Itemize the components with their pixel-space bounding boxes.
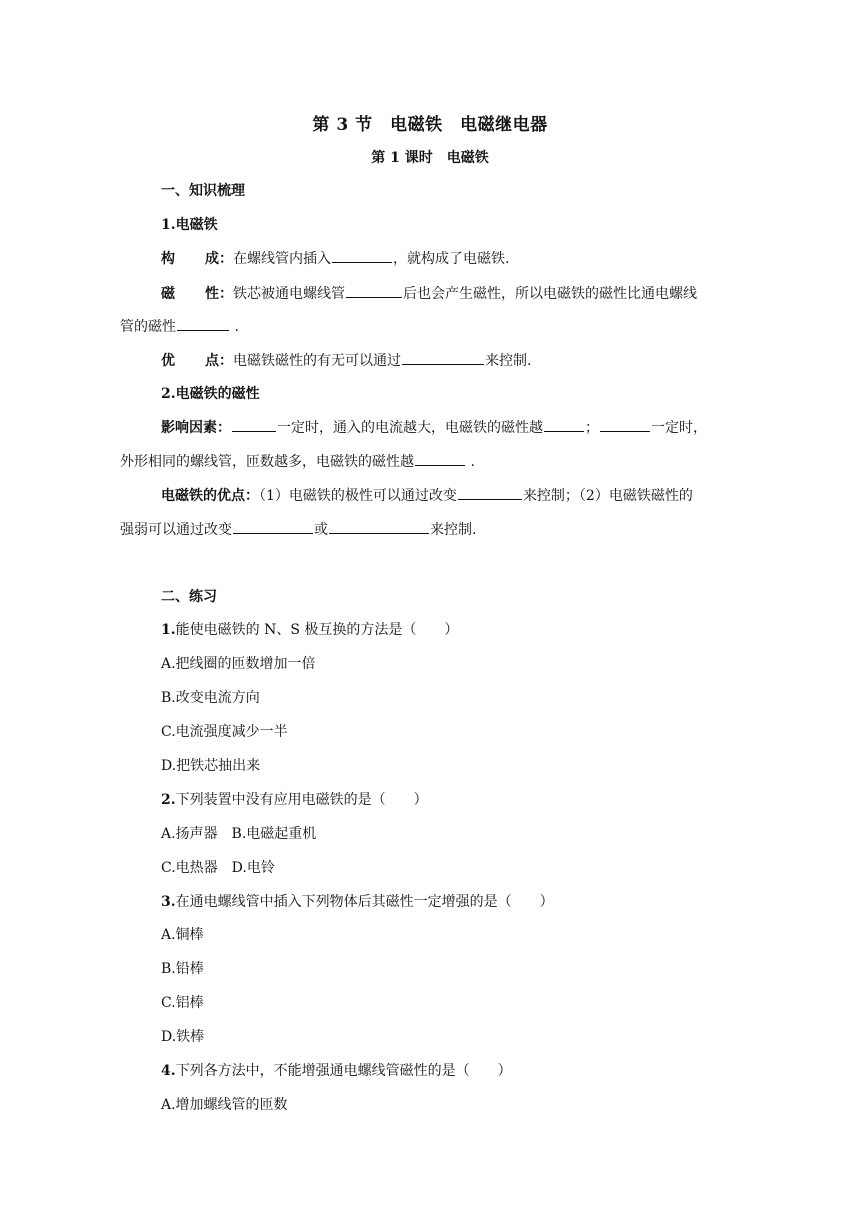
question-number: 3. — [161, 894, 176, 910]
factors-text-d: 外形相同的螺线管，匝数越多，电磁铁的磁性越 — [120, 454, 414, 470]
question-number: 1. — [161, 622, 176, 638]
factors-line — [161, 417, 707, 438]
option-1c[interactable]: C.电流强度减少一半 — [161, 724, 288, 740]
item2-heading: 2.电磁铁的磁性 — [161, 386, 260, 402]
magnetism-text-a: 铁芯被通电螺线管 — [233, 286, 345, 302]
option-2cd[interactable]: C.电热器 D.电铃 — [161, 860, 275, 876]
factors-blank-3[interactable] — [600, 417, 650, 432]
question-number: 2. — [161, 792, 176, 808]
merits-text-d: 或 — [314, 522, 328, 538]
magnetism-blank-1[interactable] — [346, 283, 402, 298]
factors-text-c: 一定时， — [651, 420, 707, 436]
advantage-text-b: 来控制. — [485, 353, 532, 369]
magnetism-line-cont — [120, 316, 239, 337]
magnetism-text-d: . — [230, 319, 239, 335]
structure-text-a: 在螺线管内插入 — [233, 251, 331, 267]
question-stem: 下列装置中没有应用电磁铁的是（ ） — [175, 792, 428, 808]
structure-label-a: 构 — [161, 251, 175, 267]
advantage-line — [161, 350, 531, 371]
magnetism-label-b: 性： — [205, 286, 233, 302]
page-title: 第 3 节 电磁铁 电磁继电器 — [312, 115, 548, 135]
option-3a[interactable]: A.铜棒 — [161, 927, 204, 943]
item1-heading: 1.电磁铁 — [161, 217, 218, 233]
question-stem: 下列各方法中，不能增强通电螺线管磁性的是（ ） — [175, 1063, 512, 1079]
merits-blank-3[interactable] — [329, 519, 429, 534]
question-1 — [161, 620, 458, 640]
merits-line-cont — [120, 519, 476, 540]
advantage-label-b: 点： — [205, 353, 233, 369]
structure-blank[interactable] — [332, 248, 392, 263]
magnetism-blank-2[interactable] — [177, 316, 229, 331]
question-stem: 能使电磁铁的 N、S 极互换的方法是（ ） — [175, 622, 459, 638]
factors-text-e: . — [466, 454, 475, 470]
magnetism-line — [161, 283, 697, 304]
question-stem: 在通电螺线管中插入下列物体后其磁性一定增强的是（ ） — [175, 894, 554, 910]
structure-line — [161, 248, 509, 269]
merits-line — [161, 485, 693, 506]
question-4 — [161, 1061, 512, 1081]
factors-blank-1[interactable] — [232, 417, 276, 432]
option-2ab[interactable]: A.扬声器 B.电磁起重机 — [161, 826, 317, 842]
question-2 — [161, 790, 428, 810]
option-4a[interactable]: A.增加螺线管的匝数 — [161, 1097, 288, 1113]
section2-heading: 二、练习 — [161, 589, 217, 605]
factors-label: 影响因素： — [161, 420, 231, 436]
option-3b[interactable]: B.铅棒 — [161, 961, 204, 977]
option-3d[interactable]: D.铁棒 — [161, 1029, 205, 1045]
factors-text-a: 一定时，通入的电流越大，电磁铁的磁性越 — [277, 420, 543, 436]
option-1a[interactable]: A.把线圈的匝数增加一倍 — [161, 656, 316, 672]
magnetism-text-b: 后也会产生磁性，所以电磁铁的磁性比通电螺线 — [403, 286, 697, 302]
factors-line-cont — [120, 451, 475, 472]
merits-text-c: 强弱可以通过改变 — [120, 522, 232, 538]
merits-text-b: 来控制；（2）电磁铁磁性的 — [522, 488, 693, 504]
merits-text-a: （1）电磁铁的极性可以通过改变 — [259, 488, 457, 504]
merits-blank-1[interactable] — [458, 485, 522, 500]
factors-blank-2[interactable] — [544, 417, 584, 432]
option-1b[interactable]: B.改变电流方向 — [161, 690, 260, 706]
structure-text-b: ，就构成了电磁铁. — [393, 251, 510, 267]
merits-text-e: 来控制. — [430, 522, 477, 538]
option-3c[interactable]: C.铝棒 — [161, 995, 204, 1011]
question-3 — [161, 892, 554, 912]
option-1d[interactable]: D.把铁芯抽出来 — [161, 758, 261, 774]
structure-label-b: 成： — [205, 251, 233, 267]
magnetism-label-a: 磁 — [161, 286, 175, 302]
page-subtitle: 第 1 课时 电磁铁 — [371, 150, 489, 166]
factors-text-b: ； — [585, 420, 599, 436]
question-number: 4. — [161, 1063, 176, 1079]
section1-heading: 一、知识梳理 — [161, 183, 245, 199]
merits-blank-2[interactable] — [233, 519, 313, 534]
advantage-blank[interactable] — [402, 350, 484, 365]
merits-label: 电磁铁的优点： — [161, 488, 259, 504]
factors-blank-4[interactable] — [415, 451, 465, 466]
magnetism-text-c: 管的磁性 — [120, 319, 176, 335]
advantage-label-a: 优 — [161, 353, 175, 369]
advantage-text-a: 电磁铁磁性的有无可以通过 — [233, 353, 401, 369]
